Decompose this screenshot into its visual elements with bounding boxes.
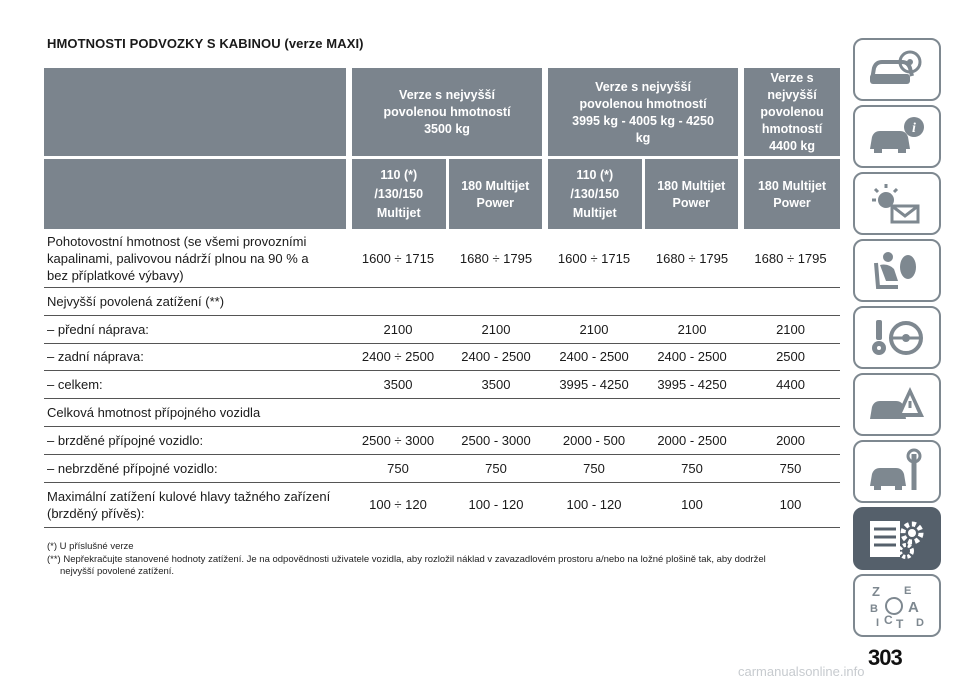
- chapter-tab-emergency[interactable]: [853, 373, 941, 436]
- header-row-engines: [44, 158, 840, 230]
- cell: 750: [741, 454, 840, 482]
- cell: 750: [643, 454, 741, 482]
- header-engine-3: 110 (*) /130/150 Multijet: [545, 158, 643, 230]
- cell: [741, 399, 840, 427]
- chapter-sidebar: [853, 38, 941, 641]
- svg-text:I: I: [876, 616, 880, 629]
- cell: 1680 ÷ 1795: [447, 229, 545, 288]
- chapter-tab-info[interactable]: [853, 105, 941, 168]
- cell: 2100: [447, 315, 545, 343]
- cell: [545, 399, 643, 427]
- car-wrench-icon: [864, 448, 930, 496]
- cell: 100 - 120: [545, 482, 643, 527]
- warning-lights-mail-icon: [864, 180, 930, 228]
- row-label: – celkem:: [44, 371, 349, 399]
- cell: [349, 288, 447, 316]
- svg-text:T: T: [896, 616, 904, 630]
- header-group-3995-4250: Verze s nejvyšší povolenou hmotností 3995 kg - 4005 kg - 4250 kg: [545, 68, 741, 158]
- cell: [349, 399, 447, 427]
- chapter-tab-index[interactable]: [853, 574, 941, 637]
- cell: 2100: [349, 315, 447, 343]
- cell: [545, 288, 643, 316]
- watermark: carmanualsonline.info: [738, 664, 865, 679]
- cell: 2000: [741, 426, 840, 454]
- cell: 2400 - 2500: [545, 343, 643, 371]
- cell: 100 ÷ 120: [349, 482, 447, 527]
- cell: 3995 - 4250: [643, 371, 741, 399]
- header-row-groups: [44, 68, 840, 158]
- table-row: [44, 454, 840, 482]
- cell: 100: [643, 482, 741, 527]
- row-label: Pohotovostní hmotnost (se všemi provozními kapalinami, palivovou nádrží plnou na 90 % a bez příplatkové výbavy): [44, 229, 349, 288]
- row-label: Nejvyšší povolená zatížení (**): [44, 288, 349, 316]
- row-label: Maximální zatížení kulové hlavy tažného zařízení (brzděný přívěs):: [44, 482, 349, 527]
- header-group-3500: Verze s nejvyšší povolenou hmotností 3500 kg: [349, 68, 545, 158]
- footnote-2: (**) Nepřekračujte stanovené hodnoty zatížení. Je na odpovědnosti uživatele vozidla, aby rozložil náklad v zavazadlovém prostoru a/nebo na ložné plošině tak, aby dodržel nejvyšší povolené zatížení.: [47, 553, 766, 577]
- table-row: [44, 343, 840, 371]
- cell: 1600 ÷ 1715: [349, 229, 447, 288]
- cell: 2400 ÷ 2500: [349, 343, 447, 371]
- row-label: – brzděné přípojné vozidlo:: [44, 426, 349, 454]
- steering-wheel-key-icon: [864, 314, 930, 362]
- table-row: [44, 482, 840, 527]
- cell: [447, 288, 545, 316]
- header-engine-1: 110 (*) /130/150 Multijet: [349, 158, 447, 230]
- svg-text:B: B: [870, 602, 878, 615]
- cell: 2500: [741, 343, 840, 371]
- cell: 3500: [349, 371, 447, 399]
- airbag-seat-icon: [864, 247, 930, 295]
- chapter-tab-technical-data[interactable]: [853, 507, 941, 570]
- cell: 2100: [741, 315, 840, 343]
- page-number: 303: [868, 645, 902, 670]
- table-row: [44, 371, 840, 399]
- footnotes: [47, 541, 827, 579]
- row-label: Celková hmotnost přípojného vozidla: [44, 399, 349, 427]
- header-engine-2: 180 Multijet Power: [447, 158, 545, 230]
- table-row: [44, 315, 840, 343]
- chapter-tab-dashboard[interactable]: [853, 38, 941, 101]
- table-row: [44, 426, 840, 454]
- weights-table: [44, 68, 840, 528]
- cell: 100: [741, 482, 840, 527]
- svg-text:C: C: [884, 612, 893, 627]
- cell: 100 - 120: [447, 482, 545, 527]
- car-accident-warning-icon: [864, 381, 930, 429]
- svg-text:D: D: [916, 616, 924, 629]
- row-label: – zadní náprava:: [44, 343, 349, 371]
- cell: 2500 - 3000: [447, 426, 545, 454]
- alphabet-index-icon: [864, 582, 930, 630]
- cell: 1680 ÷ 1795: [741, 229, 840, 288]
- cell: [643, 288, 741, 316]
- chapter-tab-maintenance[interactable]: [853, 440, 941, 503]
- header-corner: [44, 68, 349, 158]
- cell: 3500: [447, 371, 545, 399]
- cell: 750: [349, 454, 447, 482]
- cell: 3995 - 4250: [545, 371, 643, 399]
- car-info-icon: [864, 113, 930, 161]
- cell: 750: [545, 454, 643, 482]
- header-corner-2: [44, 158, 349, 230]
- footnote-1: (*) U příslušné verze: [47, 541, 134, 552]
- row-label: – přední náprava:: [44, 315, 349, 343]
- cell: 4400: [741, 371, 840, 399]
- svg-text:A: A: [908, 598, 919, 616]
- chapter-tab-warning-lights[interactable]: [853, 172, 941, 235]
- table-row: [44, 229, 840, 288]
- svg-text:i: i: [912, 120, 916, 136]
- table-row: [44, 399, 840, 427]
- header-engine-4: 180 Multijet Power: [643, 158, 741, 230]
- cell: [447, 399, 545, 427]
- row-label: – nebrzděné přípojné vozidlo:: [44, 454, 349, 482]
- cell: 1600 ÷ 1715: [545, 229, 643, 288]
- cell: 750: [447, 454, 545, 482]
- cell: 2100: [545, 315, 643, 343]
- cell: [741, 288, 840, 316]
- cell: 2400 - 2500: [447, 343, 545, 371]
- car-dashboard-icon: [864, 46, 930, 94]
- svg-text:E: E: [904, 584, 912, 597]
- cell: [643, 399, 741, 427]
- svg-text:Z: Z: [872, 583, 880, 599]
- chapter-tab-starting[interactable]: [853, 306, 941, 369]
- chapter-tab-safety[interactable]: [853, 239, 941, 302]
- cell: 1680 ÷ 1795: [643, 229, 741, 288]
- cell: 2100: [643, 315, 741, 343]
- header-group-4400: Verze s nejvyšší povolenou hmotností 4400 kg: [741, 68, 840, 158]
- cell: 2500 ÷ 3000: [349, 426, 447, 454]
- cell: 2000 - 500: [545, 426, 643, 454]
- list-gear-icon: [864, 515, 930, 563]
- cell: 2000 - 2500: [643, 426, 741, 454]
- table-row: [44, 288, 840, 316]
- page-title: HMOTNOSTI PODVOZKY S KABINOU (verze MAXI): [47, 36, 364, 51]
- header-engine-5: 180 Multijet Power: [741, 158, 840, 230]
- cell: 2400 - 2500: [643, 343, 741, 371]
